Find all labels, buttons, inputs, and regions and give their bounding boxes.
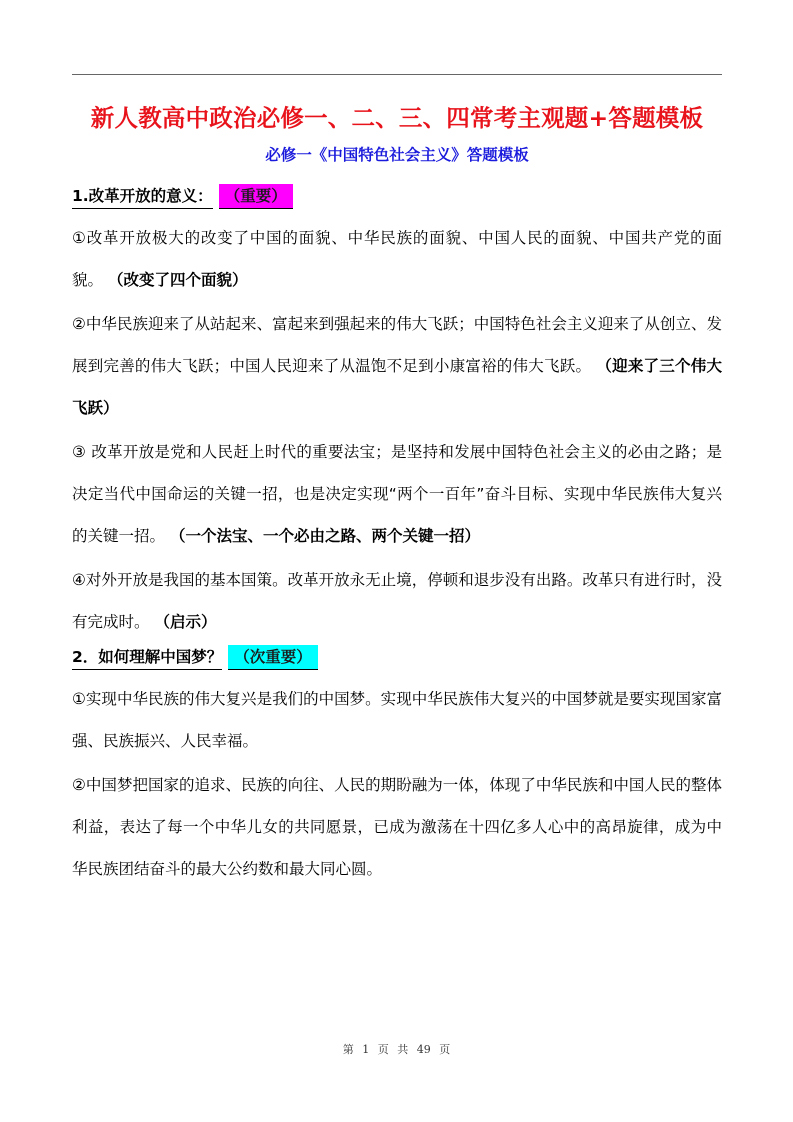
- importance-tag-secondary: （次重要）: [228, 645, 318, 670]
- page-footer: 第 1 页 共 49 页: [342, 1043, 451, 1056]
- paragraph-text: ④对外开放是我国的基本国策。改革开放永无止境，停顿和退步没有出路。改革只有进行时，没有完成时。: [72, 571, 722, 631]
- paragraph: [72, 303, 722, 429]
- paragraph-text: ①实现中华民族的伟大复兴是我们的中国梦。实现中华民族伟大复兴的中国梦就是要实现国家富强、民族振兴、人民幸福。: [72, 690, 722, 750]
- section-heading-2: [72, 645, 722, 670]
- page-content: [72, 96, 722, 892]
- paragraph-note: （启示）: [154, 613, 217, 631]
- paragraph-note: （迎来了三个伟大飞跃）: [72, 357, 722, 417]
- paragraph-text: ③ 改革开放是党和人民赶上时代的重要法宝；是坚持和发展中国特色社会主义的必由之路；是决定当代中国命运的关键一招，也是决定实现“两个一百年”奋斗目标、实现中华民族伟大复兴的关键一招。: [72, 443, 722, 545]
- section-heading-text: 2．如何理解中国梦？: [72, 646, 222, 670]
- paragraph-text: ②中华民族迎来了从站起来、富起来到强起来的伟大飞跃；中国特色社会主义迎来了从创立、发展到完善的伟大飞跃；中国人民迎来了从温饱不足到小康富裕的伟大飞跃。: [72, 315, 722, 375]
- paragraph-note: （一个法宝、一个必由之路、两个关键一招）: [169, 527, 480, 545]
- paragraph-text: ①改革开放极大的改变了中国的面貌、中华民族的面貌、中国人民的面貌、中国共产党的面貌。: [72, 229, 722, 289]
- importance-tag-important: （重要）: [219, 184, 293, 209]
- paragraph: [72, 678, 722, 762]
- paragraph-note: （改变了四个面貌）: [107, 271, 248, 289]
- section-heading-text: 1.改革开放的意义：: [72, 185, 213, 209]
- paragraph: [72, 559, 722, 643]
- section-heading-1: [72, 184, 722, 209]
- document-subtitle: 必修一《中国特色社会主义》答题模板: [265, 146, 529, 164]
- paragraph: [72, 431, 722, 557]
- header-rule: [72, 74, 722, 75]
- paragraph: [72, 217, 722, 301]
- paragraph: [72, 764, 722, 890]
- paragraph-text: ②中国梦把国家的追求、民族的向往、人民的期盼融为一体，体现了中华民族和中国人民的整体利益，表达了每一个中华儿女的共同愿景，已成为激荡在十四亿多人心中的高昂旋律，成为中华民族团结奋斗的最大公约数和最大同心圆。: [72, 776, 722, 878]
- document-title: 新人教高中政治必修一、二、三、四常考主观题+答题模板: [90, 104, 704, 132]
